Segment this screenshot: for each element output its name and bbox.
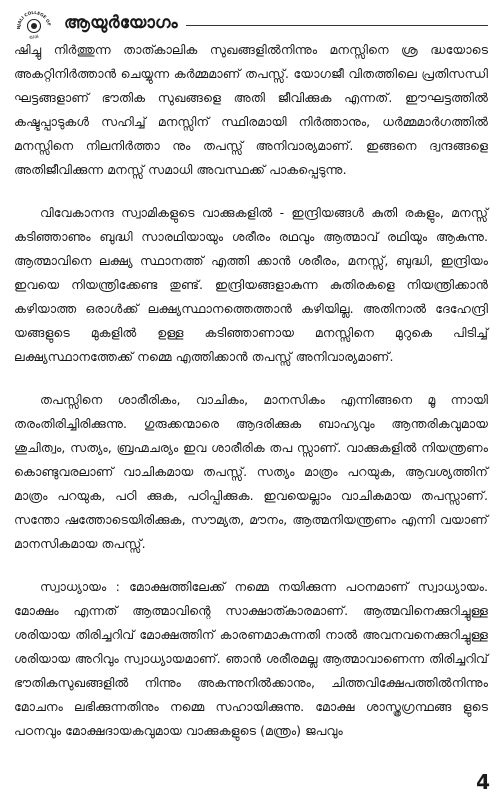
logo-arc-text: NJALI COLLEGE OF — [15, 9, 52, 30]
logo-sub-text: ವ∂ॐ — [29, 35, 39, 40]
logo-emblem-icon — [14, 6, 54, 40]
college-logo — [14, 6, 54, 40]
paragraph-4: സ്വാധ്യായം : മോക്ഷത്തിലേക്ക് നമ്മെ നയിക്കുന്ന പഠനമാണ് സ്വാധ്യായം. മോക്ഷം എന്നത് ആത്മാവിന്റെ സാക്ഷാത്കാരമാണ്. ആത്മവിനെക്കുറിച്ചുള്ള ശരിയായ തിരിച്ചറിവ് മോക്ഷത്തിന് കാരണമാകുന്നതി നാൽ അവനവനെക്കുറിച്ചുള്ള ശരിയായ അറിവും സ്വാധ്യായമാണ്. ഞാൻ ശരീരമല്ല ആത്മാവാണെന്ന തിരിച്ചറിവ് ഭൗതികസുഖങ്ങളിൽ നിന്നും അകന്നുനിൽക്കാനും, ചിത്തവിക്ഷേപത്തിൽനിന്നും മോചനം ലഭിക്കുന്നതിനും നമ്മെ സഹായിക്കുന്നു. മോക്ഷ ശാസ്ത്രഗ്രന്ഥങ്ങ ളുടെ പഠനവും മോക്ഷദായകവുമായ വാക്കുകളുടെ (മന്ത്രം) ജപവും — [14, 579, 488, 738]
page-number: 4 — [476, 770, 490, 794]
paragraph-2: വിവേകാനന്ദ സ്വാമികളുടെ വാക്കുകളിൽ - ഇന്ദ്രിയങ്ങൾ കുതി രകളും, മനസ്സ് കടിഞ്ഞാണും ബുദ്ധി സാരഥിയായും ശരീരം രഥവും ആത്മാവ് രഥിയും ആകുന്നു. ആത്മാവിനെ ലക്ഷ്യ സ്ഥാനത്ത് എത്തി ക്കാൻ ശരീരം, മനസ്സ്, ബുദ്ധി, ഇന്ദ്രിയം ഇവയെ നിയന്ത്രിക്കേണ്ട തുണ്ട്. ഇന്ദ്രിയങ്ങളാകുന്ന കുതിരകളെ നിയന്ത്രിക്കാൻ കഴിയാത്ത ഒരാൾക്ക് ലക്ഷ്യസ്ഥാനത്തെത്താൻ കഴിയില്ല. അതിനാൽ ദേഹേന്ദ്രി യങ്ങളുടെ മുകളിൽ ഉള്ള കടിഞ്ഞാണായ മനസ്സിനെ മുറുകെ പിടിച്ച് ലക്ഷ്യസ്ഥാനത്തേക്ക് നമ്മെ എത്തിക്കാൻ തപസ്സ് അനിവാര്യമാണ്. — [14, 205, 488, 364]
body-text — [14, 38, 488, 743]
header-rule — [186, 25, 488, 26]
paragraph-3: തപസ്സിനെ ശാരീരികം, വാചികം, മാനസികം എന്നിങ്ങനെ മൂ ന്നായി തരംതിരിച്ചിരിക്കുന്നു. ഗുരുക്കന്മാരെ ആദരിക്കുക ബാഹ്യവും ആന്തരികവുമായ ശുചിത്വം, സത്യം, ബ്രഹ്മചര്യം ഇവ ശാരീരിക തപ സ്സാണ്. വാക്കുകളിൽ നിയന്ത്രണം കൊണ്ടുവരലാണ് വാചികമായ തപസ്സ്. സത്യം മാത്രം പറയുക, ആവശ്യത്തിന് മാത്രം പറയുക, പഠി ക്കുക, പഠിപ്പിക്കുക. ഇവയെല്ലാം വാചികമായ തപസ്സാണ്. സന്തോ ഷത്തോടെയിരിക്കുക, സൗമ്യത, മൗനം, ആത്മനിയന്ത്രണം എന്നി വയാണ് മാനസികമായ തപസ്സ്. — [14, 392, 488, 551]
paragraph-1: ഷിച്ചു നിർത്തുന്ന താത്കാലിക സുഖങ്ങളിൽനിന്നും മനസ്സിനെ ശ്ര ദ്ധയോടെ അകറ്റിനിർത്താൻ ചെയ്യുന്ന കർമ്മമാണ് തപസ്സ്. യോഗജീ വിതത്തിലെ പ്രതിസന്ധി ഘട്ടങ്ങളാണ് ഭൗതിക സുഖങ്ങളെ അതി ജീവിക്കുക എന്നത്. ഈഘട്ടത്തിൽ കഷ്ടപ്പാടുകൾ സഹിച്ച് മനസ്സിന് സ്ഥിരമായി നിർത്താനും, ധർമ്മമാർഗത്തിൽ മനസ്സിനെ നിലനിർത്താ നും തപസ്സ് അനിവാര്യമാണ്. ഇങ്ങനെ ദ്വന്ദങ്ങളെ അതിജീവിക്കുന്ന മനസ്സ് സമാധി അവസ്ഥക്ക് പാകപ്പെടുന്നു. — [14, 42, 488, 177]
page-header — [14, 6, 488, 40]
page-title: ആയുർയോഗം — [64, 13, 178, 33]
